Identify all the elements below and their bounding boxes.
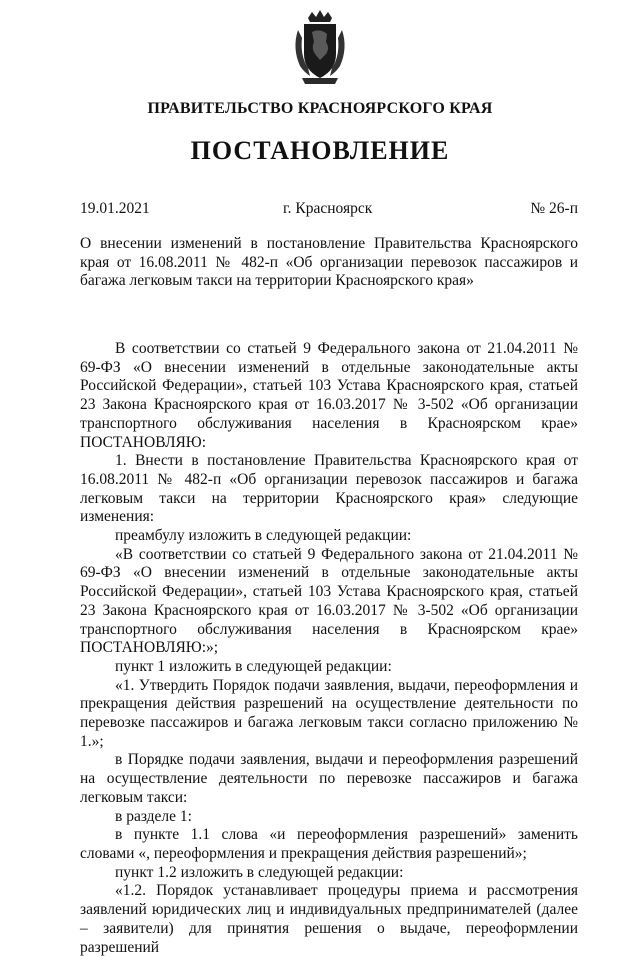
document-body: [80, 340, 578, 957]
document-type-title: ПОСТАНОВЛЕНИЕ: [190, 136, 450, 165]
document-date: 19.01.2021: [80, 200, 150, 217]
body-paragraph: «В соответствии со статьей 9 Федерального закона от 21.04.2011 № 69-ФЗ «О внесении изменений в отдельные законодательные акты Российской Федерации», статьей 103 Устава Красноярского края, статьей 23 Закона Красноярского края от 16.03.2017 № 3-502 «Об организации транспортного обслуживания населения в Красноярском крае» ПОСТАНОВЛЯЮ:»;: [80, 545, 578, 657]
coat-of-arms-icon: [290, 8, 350, 86]
body-paragraph: «1. Утвердить Порядок подачи заявления, выдачи, переоформления и прекращения действия разрешений на осуществление деятельности по перевозке пассажиров и багажа легковым такси согласно приложению № 1.»;: [80, 676, 578, 750]
body-paragraph: в разделе 1:: [115, 807, 192, 825]
document-number: № 26-п: [530, 200, 578, 217]
body-paragraph: 1. Внести в постановление Правительства Красноярского края от 16.08.2011 № 482-п «Об организации перевозок пассажиров и багажа легковым такси на территории Красноярского края» следующие изменения:: [80, 452, 578, 526]
organization-name: ПРАВИТЕЛЬСТВО КРАСНОЯРСКОГО КРАЯ: [147, 100, 493, 117]
body-paragraph: преамбулу изложить в следующей редакции:: [115, 527, 412, 545]
document-subject: О внесении изменений в постановление Правительства Красноярского края от 16.08.2011 № 482-п «Об организации перевозок пассажиров и багажа легковым такси на территории Красноярского края»: [80, 235, 578, 290]
body-paragraph: пункт 1.2 изложить в следующей редакции:: [115, 863, 404, 881]
document-city: г. Красноярск: [283, 200, 373, 217]
body-paragraph: в пункте 1.1 слова «и переоформления разрешений» заменить словами «, переоформления и прекращения действия разрешений»;: [80, 826, 578, 862]
body-paragraph: пункт 1 изложить в следующей редакции:: [115, 657, 392, 675]
body-paragraph: в Порядке подачи заявления, выдачи и переоформления разрешений на осуществление деятельности по перевозке пассажиров и багажа легковым такси:: [80, 751, 578, 806]
body-paragraph: В соответствии со статьей 9 Федерального закона от 21.04.2011 № 69-ФЗ «О внесении изменений в отдельные законодательные акты Российской Федерации», статьей 103 Устава Красноярского края, статьей 23 Закона Красноярского края от 16.03.2017 № 3-502 «Об организации транспортного обслуживания населения в Красноярском крае» ПОСТАНОВЛЯЮ:: [80, 340, 578, 451]
body-paragraph: «1.2. Порядок устанавливает процедуры приема и рассмотрения заявлений юридических лиц и индивидуальных предпринимателей (далее – заявители) для принятия решения о выдаче, переоформлении разрешений: [80, 882, 578, 956]
